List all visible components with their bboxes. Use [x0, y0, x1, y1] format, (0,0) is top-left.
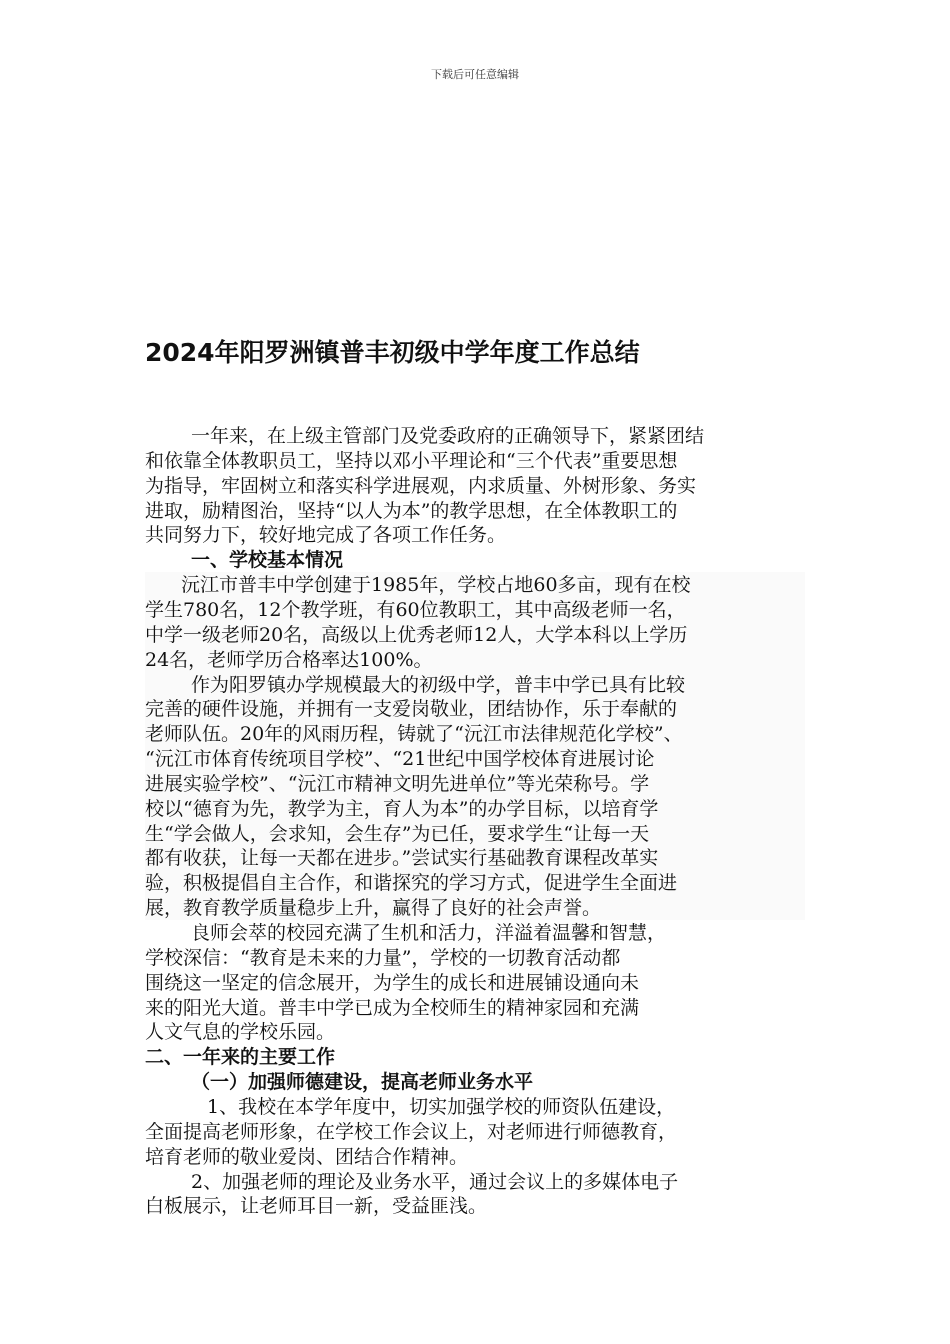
section-heading: 一、学校基本情况 — [191, 549, 344, 572]
paragraph-line: 一年来，在上级主管部门及党委政府的正确领导下，紧紧团结 — [191, 425, 705, 447]
paragraph-line: 全面提高老师形象，在学校工作会议上，对老师进行师德教育， — [145, 1120, 678, 1143]
paragraph-line: 白板展示，让老师耳目一新，受益匪浅。 — [145, 1195, 488, 1218]
paragraph-line: 沅江市普丰中学创建于1985年，学校占地60多亩，现有在校 — [181, 574, 691, 597]
paragraph-line: 老师队伍。20年的风雨历程，铸就了“沅江市法律规范化学校”、 — [145, 723, 683, 746]
paragraph-line: 培育老师的敬业爱岗、团结合作精神。 — [145, 1145, 469, 1168]
paragraph-line: “沅江市体育传统项目学校”、“21世纪中国学校体育进展讨论 — [145, 748, 655, 771]
paragraph-line: 完善的硬件设施，并拥有一支爱岗敬业，团结协作，乐于奉献的 — [145, 698, 678, 721]
paragraph-line: 中学一级老师20名，高级以上优秀老师12人，大学本科以上学历 — [145, 623, 688, 646]
paragraph-line: 生“学会做人，会求知，会生存”为已任，要求学生“让每一天 — [145, 822, 650, 845]
paragraph-line: 人文气息的学校乐园。 — [145, 1021, 336, 1044]
paragraph-line: 进展实验学校”、“沅江市精神文明先进单位”等光荣称号。学 — [145, 772, 650, 795]
paragraph-line: 来的阳光大道。普丰中学已成为全校师生的精神家园和充满 — [145, 996, 640, 1019]
paragraph-line: 学校深信：“教育是未来的力量”，学校的一切教育活动都 — [145, 946, 621, 969]
paragraph-line: 共同努力下，较好地完成了各项工作任务。 — [145, 524, 507, 547]
paragraph-line: 2、加强老师的理论及业务水平，通过会议上的多媒体电子 — [191, 1170, 679, 1193]
paragraph-line: 24名，老师学历合格率达100%。 — [145, 648, 433, 671]
paragraph-line: 1、我校在本学年度中，切实加强学校的师资队伍建设， — [207, 1095, 676, 1118]
section-heading: （一）加强师德建设，提高老师业务水平 — [191, 1071, 534, 1094]
paragraph-line: 展，教育教学质量稳步上升，赢得了良好的社会声誉。 — [145, 897, 602, 920]
paragraph-line: 都有收获，让每一天都在进步。”尝试实行基础教育课程改革实 — [145, 847, 659, 870]
paragraph-line: 进取，励精图治，坚持“以人为本”的教学思想，在全体教职工的 — [145, 499, 678, 522]
paragraph-line: 验，积极提倡自主合作，和谐探究的学习方式，促进学生全面进 — [145, 872, 678, 895]
paragraph-line: 围绕这一坚定的信念展开，为学生的成长和进展铺设通向未 — [145, 971, 640, 994]
paragraph-line: 良师会萃的校园充满了生机和活力，洋溢着温馨和智慧， — [191, 922, 667, 944]
paragraph-line: 和依靠全体教职员工，坚持以邓小平理论和“三个代表”重要思想 — [145, 449, 678, 472]
paragraph-line: 为指导，牢固树立和落实科学进展观，内求质量、外树形象、务实 — [145, 474, 697, 497]
document-title: 2024年阳罗洲镇普丰初级中学年度工作总结 — [145, 338, 640, 367]
page-header: 下载后可任意编辑 — [431, 68, 519, 81]
paragraph-line: 校以“德育为先，教学为主，育人为本”的办学目标，以培育学 — [145, 797, 659, 820]
section-heading: 二、一年来的主要工作 — [145, 1046, 336, 1069]
paragraph-line: 学生780名，12个教学班，有60位教职工，其中高级老师一名， — [145, 598, 686, 621]
paragraph-line: 作为阳罗镇办学规模最大的初级中学，普丰中学已具有比较 — [191, 673, 686, 696]
